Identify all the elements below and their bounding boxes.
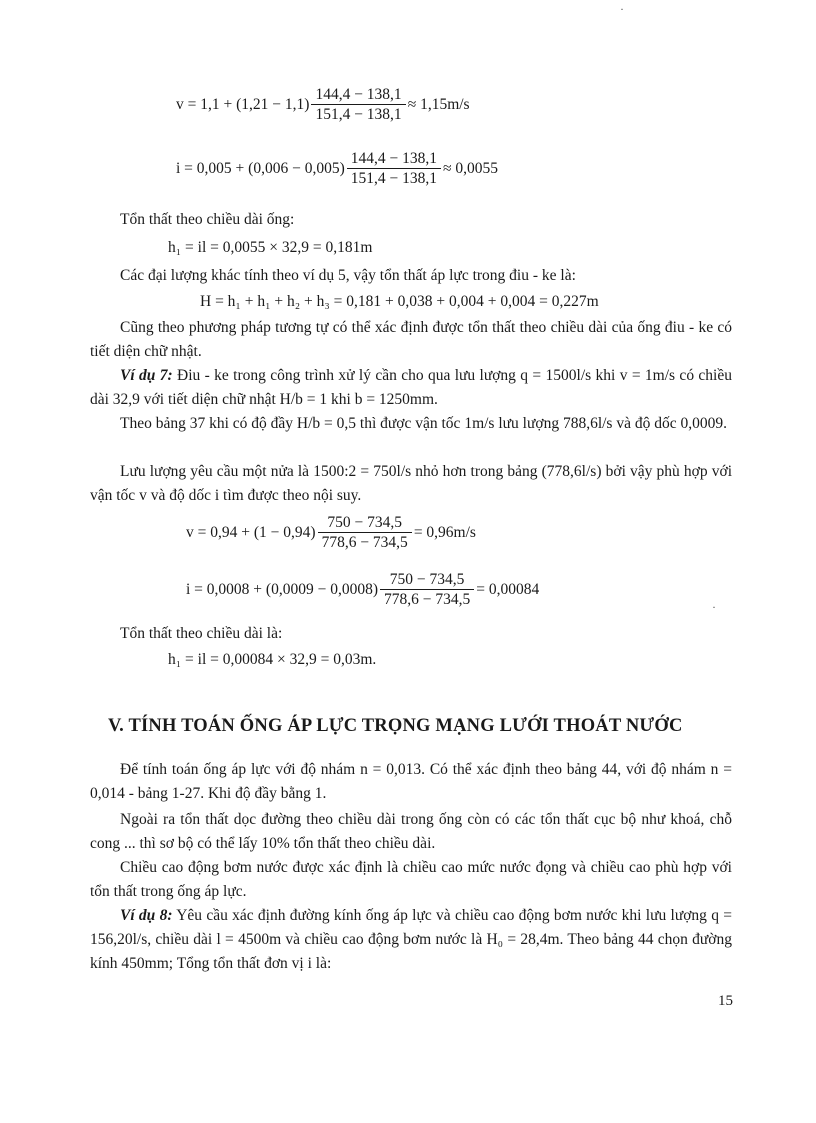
- equation-fraction: [347, 150, 441, 188]
- scan-speck: ·: [620, 2, 624, 16]
- fraction-denominator: 778,6 − 734,5: [380, 589, 474, 609]
- equation-slope-2: [186, 571, 539, 609]
- paragraph-roughness: Để tính toán ống áp lực với độ nhám n = 0,013. Có thể xác định theo bảng 44, với độ nhám n = 0,014 - bảng 1-27. Khi độ đầy bằng 1.: [90, 761, 732, 803]
- example-body: Yêu cầu xác định đường kính ống áp lực và chiều cao động bơm nước khi lưu lượng q = 156,20l/s, chiều dài l = 4500m và chiều cao động bơm nước là H₀ = 28,4m. Theo bảng 44 chọn đường kính 450mm; Tổng tổn thất đơn vị i là:: [90, 907, 732, 973]
- example-body: Điu - ke trong công trình xử lý cần cho qua lưu lượng q = 1500l/s khi v = 1m/s có chiều dài 32,9 với tiết diện chữ nhật H/b = 1 khi b = 1250mm.: [90, 367, 732, 409]
- paragraph-other-quantities: Các đại lượng khác tính theo ví dụ 5, vậy tổn thất áp lực trong điu - ke là:: [120, 267, 576, 284]
- equation-fraction: [380, 571, 474, 609]
- equation-rhs: ≈ 0,0055: [442, 160, 498, 178]
- equation-rhs: = 0,96m/s: [413, 524, 476, 542]
- equation-lhs: i = 0,0008 + (0,0009 − 0,0008): [186, 581, 378, 599]
- equation-rhs: = 0,00084: [476, 581, 540, 599]
- formula-total-H: H = h₁ + h₁ + h₂ + h₃ = 0,181 + 0,038 + 0,004 + 0,004 = 0,227m: [200, 293, 599, 310]
- formula-h1: h₁ = il = 0,0055 × 32,9 = 0,181m: [168, 239, 373, 256]
- example-label: Ví dụ 7:: [120, 367, 173, 384]
- scan-speck: ·: [712, 600, 716, 614]
- paragraph-local-losses: Ngoài ra tổn thất dọc đường theo chiều dài trong ống còn có các tổn thất cục bộ như khoá, chỗ cong ... thì sơ bộ có thể lấy 10% tổn thất theo chiều dài.: [90, 811, 732, 853]
- equation-fraction: [311, 86, 405, 124]
- fraction-numerator: 144,4 − 138,1: [350, 150, 437, 167]
- equation-fraction: [318, 514, 412, 552]
- section-heading: V. TÍNH TOÁN ỐNG ÁP LỰC TRỌNG MẠNG LƯỚI THOÁT NƯỚC: [108, 716, 683, 736]
- equation-velocity-2: [186, 514, 476, 552]
- fraction-denominator: 151,4 − 138,1: [311, 104, 405, 124]
- paragraph-example-8: [90, 904, 732, 976]
- formula-h1-2: h₁ = il = 0,00084 × 32,9 = 0,03m.: [168, 651, 377, 668]
- paragraph-loss-label-2: Tổn thất theo chiều dài là:: [120, 625, 283, 642]
- paragraph-loss-label: Tổn thất theo chiều dài ống:: [120, 211, 295, 228]
- paragraph-flow-required: Lưu lượng yêu cầu một nửa là 1500:2 = 750l/s nhỏ hơn trong bảng (778,6l/s) bởi vậy phù hợp với vận tốc v và độ dốc i tìm được theo nội suy.: [90, 463, 732, 505]
- equation-lhs: v = 0,94 + (1 − 0,94): [186, 524, 316, 542]
- equation-lhs: i = 0,005 + (0,006 − 0,005): [176, 160, 345, 178]
- paragraph-pump-head: Chiều cao động bơm nước được xác định là chiều cao mức nước đọng và chiều cao phù hợp với tổn thất trong ống áp lực.: [90, 859, 732, 901]
- equation-rhs: ≈ 1,15m/s: [407, 96, 470, 114]
- equation-slope-1: [176, 150, 498, 188]
- example-label: Ví dụ 8:: [120, 907, 173, 924]
- equation-lhs: v = 1,1 + (1,21 − 1,1): [176, 96, 310, 114]
- equation-velocity-1: [176, 86, 470, 124]
- paragraph-example-7: [90, 364, 732, 412]
- paragraph-table-37: Theo bảng 37 khi có độ đầy H/b = 0,5 thì được vận tốc 1m/s lưu lượng 788,6l/s và độ dốc 0,0009.: [120, 415, 727, 432]
- fraction-numerator: 144,4 − 138,1: [315, 86, 402, 103]
- fraction-numerator: 750 − 734,5: [327, 514, 402, 531]
- page-number: 15: [718, 993, 733, 1009]
- fraction-denominator: 151,4 − 138,1: [347, 168, 441, 188]
- fraction-numerator: 750 − 734,5: [389, 571, 465, 588]
- fraction-denominator: 778,6 − 734,5: [318, 532, 412, 552]
- paragraph-same-method: Cũng theo phương pháp tương tự có thể xác định được tổn thất theo chiều dài của ống điu - ke có tiết diện chữ nhật.: [90, 319, 732, 361]
